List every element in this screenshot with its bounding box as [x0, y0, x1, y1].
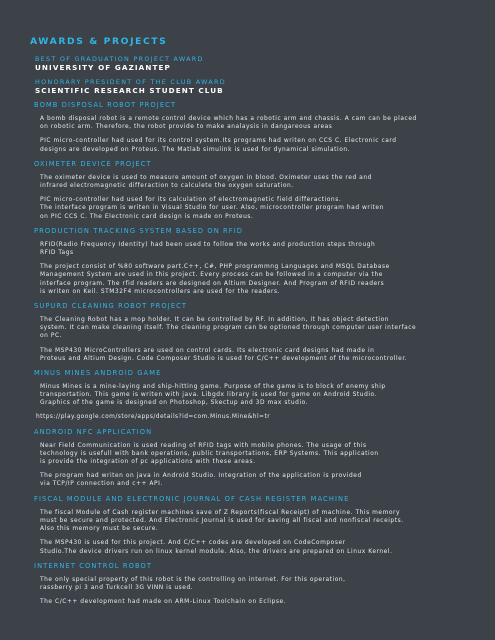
project-paragraph: PIC micro-controller had used for its control system.Its programs had writen on CCS C. Electronic card designs are developed on Proteus. The Matlab simulink is used for dynamical simulation. — [40, 138, 397, 153]
project-rfid-tracking — [30, 227, 475, 296]
project-android-nfc — [30, 428, 475, 489]
project-cleaning-robot — [30, 302, 475, 363]
project-bomb-disposal — [30, 101, 475, 154]
project-paragraph: A bomb disposal robot is a remote control device which has a robotic arm and chassis. A cam can be placed on robotic arm. Therefore, the robot provide to make analaysis in dangareous areas — [40, 116, 417, 131]
section-title: AWARDS & PROJECTS — [30, 36, 168, 47]
project-paragraph: The program had writen on java in Android Studio. Integration of the application is provided via TCP/IP connection and c++ API. — [40, 473, 362, 488]
award-label: BEST OF GRADUATION PROJECT AWARD — [35, 55, 204, 63]
project-title: MINUS MINES ANDROID GAME — [34, 369, 162, 378]
project-minus-mines — [30, 369, 475, 420]
project-title: ANDROID NFC APPLICATION — [34, 427, 153, 436]
award-label: HONORARY PRESIDENT OF THE CLUB AWARD — [35, 78, 226, 86]
project-paragraph: The fiscal Module of Cash register machines save of Z Reports(fiscal Receipt) of machine. This memory must be secure and protected. And Electronic Journal is used for saving all fiscal and nonfiscal receipts. Also this memory must be secure. — [40, 509, 404, 533]
award-value: UNIVERSITY OF GAZIANTEP — [35, 63, 171, 72]
project-oximeter — [30, 160, 475, 221]
project-title: BOMB DISPOSAL ROBOT PROJECT — [34, 101, 177, 109]
project-paragraph: The C/C++ development had made on ARM-Linux Toolchain on Eclipse. — [40, 599, 287, 606]
project-paragraph: The MSP430 MicroControllers are used on control cards. Its electronic card designs had made in Proteus and Altium Design. Code Composer Studio is used for C/C++ development of the microcontroller. — [40, 347, 408, 362]
project-paragraph: Minus Mines is a mine-laying and ship-hitting game. Purpose of the game is to block of enemy ship transportation. This game is writen with java. Libgdx library is used for game on Android Studio. Graphics of the game is designed on Photoshop, Skectup and 3D max studio. — [40, 384, 386, 407]
award-club — [30, 78, 475, 95]
project-paragraph: Near Field Communication is used reading of RFID tags with mobile phones. The usage of this technology is usefull with bank operations, public transportations, ERP Systems. This application is provide the integration of pc applications with these areas. — [40, 442, 379, 466]
project-title: SUPURD CLEANING ROBOT PROJECT — [34, 302, 188, 311]
project-paragraph: The oximeter device is used to measure amount of oxygen in blood. Oximeter uses the red and infrared electromagnetic differaction to calculete the oxygen saturation. — [40, 174, 372, 190]
project-paragraph: PIC micro-controller had used for its calculation of electromagnetic field differactions. The interface program is writen in Visual Studio for user. Also, microcontroller program had writen on PIC CCS C. The Electronic card design is made on Proteus. — [40, 197, 384, 220]
project-paragraph: The only special property of this robot is the controlling on internet. For this operation, rassberry pi 3 and Turkcell 3G VINN is used. — [40, 576, 346, 591]
project-title: OXIMETER DEVICE PROJECT — [34, 159, 152, 168]
project-paragraph: RFID(Radio Frequency Identity) had been used to follow the works and production steps through RFID Tags — [40, 241, 376, 257]
project-paragraph: The project consist of %80 software part.C++, C#, PHP programmng Languages and MSQL Database Management System are used in this project. Every process can be followed in a computer via the interface program. The rfid readers are designed on Altium Designer. And Program of RFID readers is writen on Keil. STM32F4 microcontrollers are used for the readers. — [40, 264, 390, 295]
award-value: SCIENTIFIC RESEARCH STUDENT CLUB — [35, 86, 224, 95]
project-title: INTERNET CONTROL ROBOT — [34, 561, 153, 570]
project-title: PRODUCTION TRACKING SYSTEM BASED ON RFID — [34, 226, 244, 235]
play-store-link[interactable]: https://play.google.com/store/apps/details?id=com.Minus.Mine&hl=tr — [36, 413, 271, 420]
project-paragraph: The MSP430 is used for this project. And C/C++ codes are developed on CodeComposer Studio.The device drivers run on linux kernel module. Also, the drivers are prepared on Linux Kernel. — [40, 540, 393, 555]
project-title: FISCAL MODULE AND ELECTRONIC JOURNAL OF CASH REGISTER MACHINE — [34, 494, 350, 503]
project-fiscal-module — [30, 495, 475, 556]
award-graduation — [30, 55, 475, 72]
project-paragraph: The Cleaning Robot has a mop holder. It can be controlled by RF. In addition, it has object detection system. It can make cleaning itself. The cleaning program can be optioned through computer user interface on PC. — [40, 317, 417, 340]
project-internet-robot — [30, 562, 475, 607]
